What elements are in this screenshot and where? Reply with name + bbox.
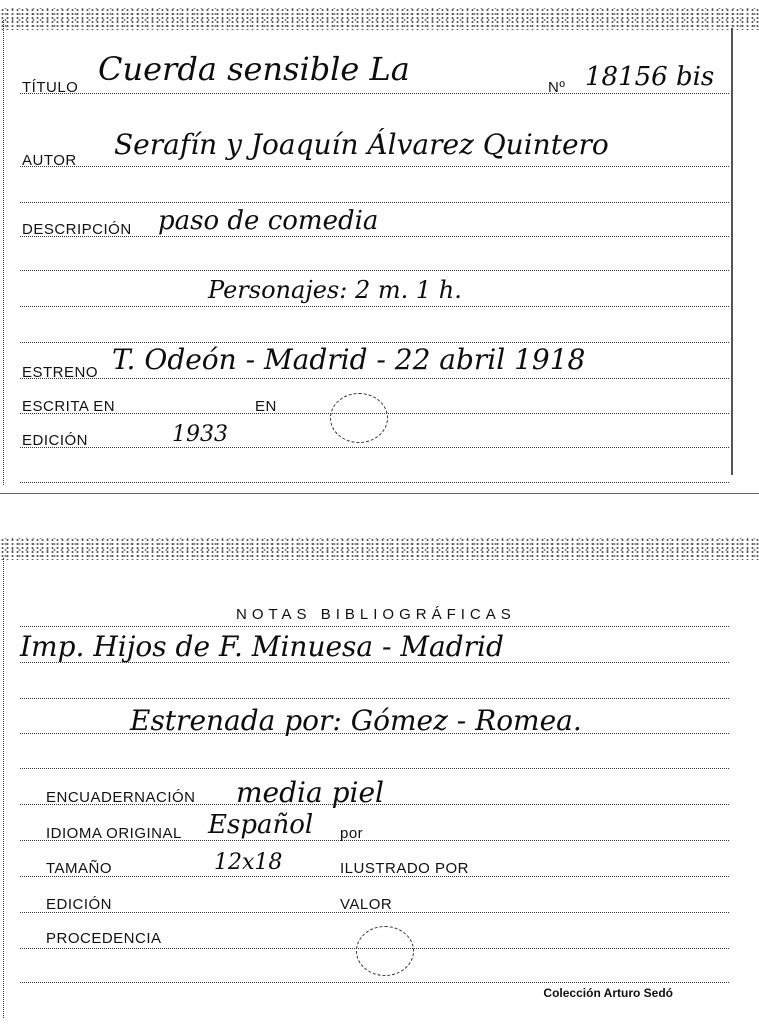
- rule-line-notes-3: [20, 698, 729, 699]
- rule-line-bottom-card: [20, 982, 729, 983]
- estreno-value: T. Odeón - Madrid - 22 abril 1918: [112, 343, 586, 376]
- autor-value: Serafín y Joaquín Álvarez Quintero: [114, 128, 609, 161]
- catalog-card-top: [0, 0, 759, 495]
- descripcion-value: paso de comedia: [158, 206, 379, 236]
- numero-value: 18156 bis: [585, 62, 715, 92]
- stamp-mark-bottom: [356, 926, 414, 976]
- por-label: por: [340, 825, 364, 842]
- rule-line-notes-5: [20, 768, 729, 769]
- card-divider: [0, 493, 759, 494]
- encuadernacion-value: media piel: [236, 776, 384, 809]
- escrita-label: ESCRITA EN: [22, 398, 116, 415]
- estreno-label: ESTRENO: [22, 364, 99, 381]
- rule-line-blank-2: [20, 270, 729, 271]
- rule-line-autor: [20, 166, 729, 167]
- rule-line-edicion: [20, 447, 729, 448]
- titulo-label: TÍTULO: [22, 79, 79, 96]
- stamp-mark-top: [330, 393, 388, 443]
- notas-heading: NOTAS BIBLIOGRÁFICAS: [236, 606, 516, 623]
- catalog-card-bottom: [0, 538, 759, 1028]
- rule-line-estreno: [20, 378, 729, 379]
- edicion-value-top: 1933: [172, 422, 228, 447]
- note-line-1: Imp. Hijos de F. Minuesa - Madrid: [20, 630, 504, 663]
- card-bottom-left-edge: [3, 558, 4, 1018]
- personajes-value: Personajes: 2 m. 1 h.: [208, 276, 462, 304]
- valor-label: VALOR: [340, 896, 393, 913]
- ilustrado-label: ILUSTRADO POR: [340, 860, 470, 877]
- rule-line-blank-1: [20, 202, 729, 203]
- rule-line-titulo: [20, 93, 729, 94]
- tamano-value: 12x18: [214, 850, 283, 875]
- card-top-left-edge: [3, 20, 4, 485]
- rule-line-notes-1: [20, 626, 729, 627]
- descripcion-label: DESCRIPCIÓN: [22, 221, 132, 238]
- card-bottom-edge-texture: [0, 538, 759, 560]
- en-label: EN: [255, 398, 277, 415]
- rule-line-bottom: [20, 482, 729, 483]
- idioma-label: IDIOMA ORIGINAL: [46, 825, 182, 842]
- autor-label: AUTOR: [22, 152, 77, 169]
- numero-label: Nº: [548, 79, 566, 96]
- titulo-value: Cuerda sensible La: [98, 50, 410, 88]
- edicion-label-top: EDICIÓN: [22, 432, 89, 449]
- collection-credit: Colección Arturo Sedó: [543, 986, 673, 1000]
- card-top-edge-texture: [0, 8, 759, 30]
- tamano-label: TAMAÑO: [46, 860, 113, 877]
- encuadernacion-label: ENCUADERNACIÓN: [46, 789, 196, 806]
- edicion-label-bottom: EDICIÓN: [46, 896, 113, 913]
- note-line-2: Estrenada por: Gómez - Romea.: [130, 704, 582, 737]
- procedencia-label: PROCEDENCIA: [46, 930, 162, 947]
- idioma-value: Español: [208, 810, 314, 840]
- rule-line-personajes: [20, 306, 729, 307]
- card-top-right-edge: [731, 28, 733, 475]
